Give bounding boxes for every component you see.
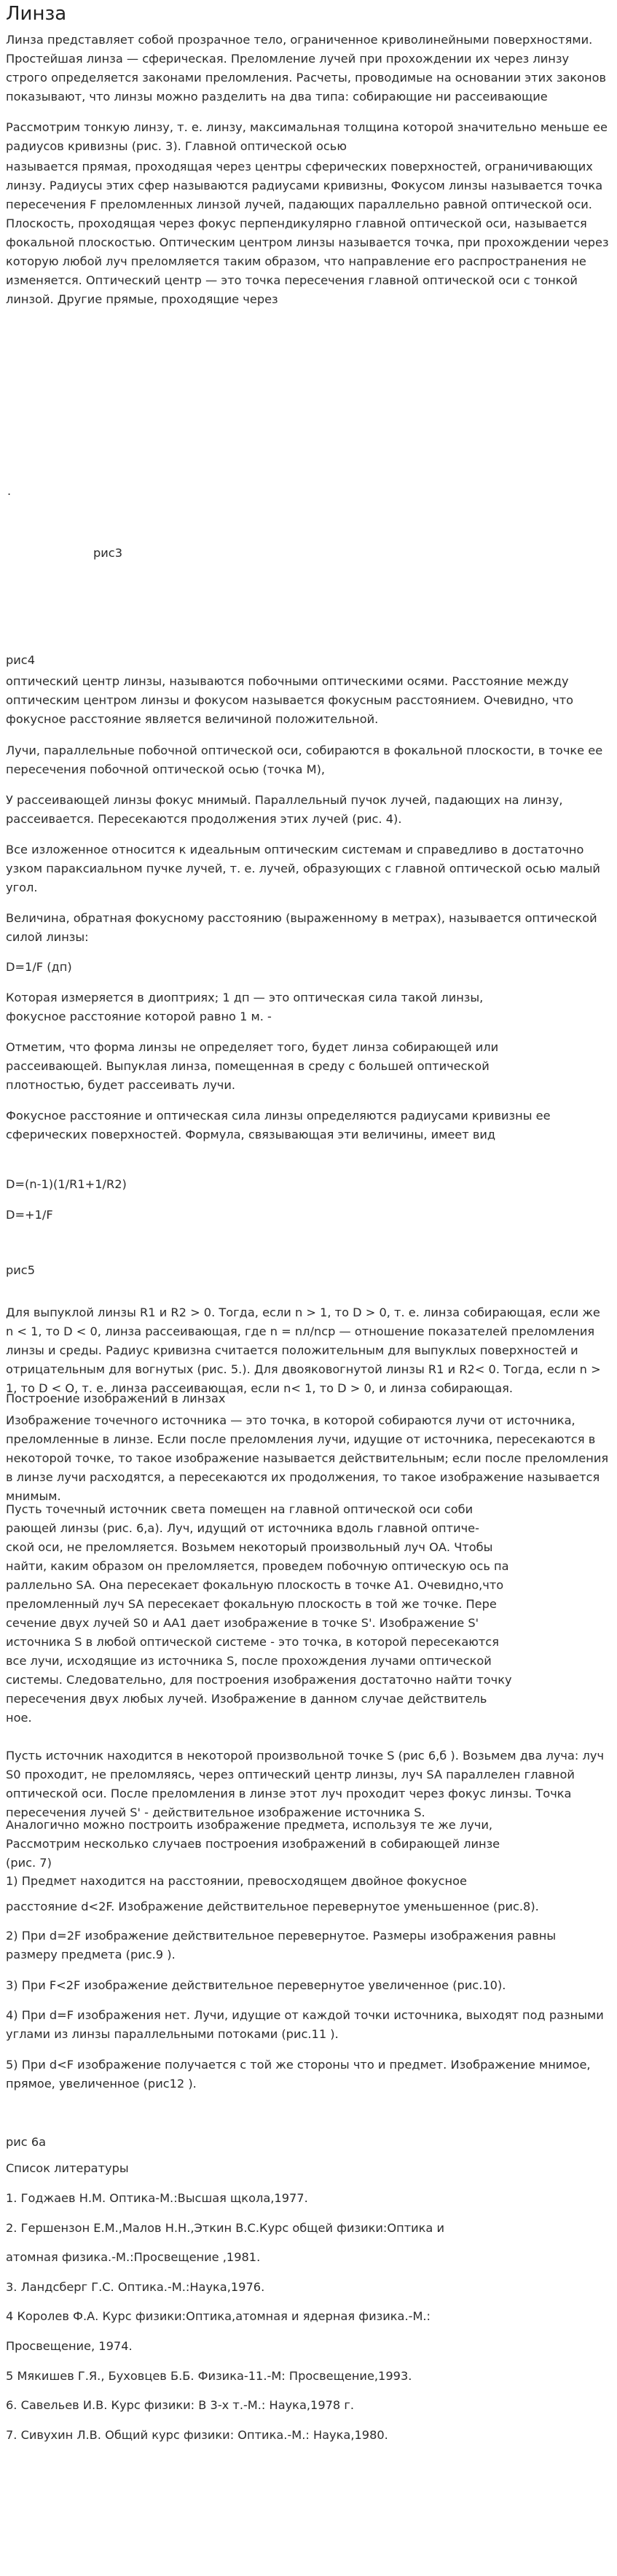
paragraph-point-image: Изображение точечного источника — это точка, в которой собираются лучи от источника, преломленные в линзе. Если после преломления лучи, идущие от источника, пересекаются в некоторой точке, то такое изображение называется действительным; если после преломления в линзе лучи расходятся, а пересекаются их продолжения, то такое изображение называется мнимым. xyxy=(6,1413,609,1503)
paragraph-paraxial: Все изложенное относится к идеальным оптическим системам и справедливо в достаточно узком параксиальном пучке лучей, т. е. лучей, образующих с главной оптической осью малый угол. xyxy=(6,843,600,894)
stray-dot: . xyxy=(7,484,12,498)
reference-item-2-cont: атомная физика.-М.:Просвещение ,1981. xyxy=(6,2250,261,2264)
page-title: Линза xyxy=(6,3,67,25)
figure-caption-4: рис4 xyxy=(6,653,35,667)
reference-item-6: 6. Савельев И.В. Курс физики: В 3-х т.-М.: Наука,1978 г. xyxy=(6,2398,355,2412)
list-item-case-4: 4) При d=F изображения нет. Лучи, идущие от каждой точки источника, выходят под разными углами из линзы параллельными потоками (рис.11 ). xyxy=(6,2008,604,2041)
paragraph-thin-lens: Рассмотрим тонкую линзу, т. е. линзу, максимальная толщина которой значительно меньше ее радиусов кривизны (рис. 3). Главной оптической осью xyxy=(6,120,608,153)
paragraph-point-source-axis: Пусть точечный источник света помещен на главной оптической оси соби рающей линзы (рис. 6,а). Луч, идущий от источника вдоль главной оптиче- ской оси, не преломляется. Возьмем некоторый произвольный луч ОА. Чтобы найти, каким образом он преломляется, проведем побочную оптическую ось па раллельно SA. Она пересекает фокальную плоскость в точке А1. Очевидно,что преломленный луч SA пересекает фокальную плоскость в той же точке. Пере сечение двух лучей S0 и АА1 дает изображение в точке S'. Изображение S' источника S в любой оптической системе - это точка, в которой пересекаются все лучи, исходящие из источника S, после прохождения лучами оптической системы. Следовательно, для построения изображения достаточно найти точку пересечения двух любых лучей. Изображение в данном случае действитель ное. xyxy=(6,1502,512,1725)
references-heading: Список литературы xyxy=(6,2161,129,2175)
paragraph-parallel-rays: Лучи, параллельные побочной оптической оси, собираются в фокальной плоскости, в точке ее пересечения побочной оптической осью (точка М), xyxy=(6,743,603,776)
paragraph-intro: Линза представляет собой прозрачное тело, ограниченное криволинейными поверхностями. Простейшая линза — сферическая. Преломление лучей при прохождении их через линзу строго определяется законами преломления. Расчеты, проводимые на основании этих законов показывают, что линзы можно разделить на два типа: собирающие ни рассеивающие xyxy=(6,33,607,104)
paragraph-object-construction: Аналогично можно построить изображение предмета, используя те же лучи, Рассмотрим несколько случаев построения изображений в собирающей линзе (рис. 7) xyxy=(6,1818,500,1870)
paragraph-optical-power: Величина, обратная фокусному расстоянию (выраженному в метрах), называется оптической силой линзы: xyxy=(6,911,597,944)
formula-lensmaker: D=(n-1)(1/R1+1/R2) xyxy=(6,1177,127,1191)
list-item-case-2: 2) При d=2F изображение действительное перевернутое. Размеры изображения равны размеру предмета (рис.9 ). xyxy=(6,1929,557,1962)
paragraph-definitions: называется прямая, проходящая через центры сферических поверхностей, ограничивающих линзу. Радиусы этих сфер называются радиусами кривизны, Фокусом линзы называется точка пересечения F преломленных линзой лучей, падающих параллельно равной оптической оси. Плоскость, проходящая через фокус перпендикулярно главной оптической оси, называется фокальной плоскостью. Оптическим центром линзы называется точка, при прохождении через которую любой луч преломляется таким образом, что направление его распространения не изменяется. Оптический центр — это точка пересечения главной оптической оси с тонкой линзой. Другие прямые, проходящие через xyxy=(6,160,609,306)
paragraph-optical-center: оптический центр линзы, называются побочными оптическими осями. Расстояние между оптическим центром линзы и фокусом называется фокусным расстоянием. Очевидно, что фокусное расстояние является величиной положительной. xyxy=(6,674,574,726)
figure-caption-3: рис3 xyxy=(93,546,122,560)
reference-item-4: 4 Королев Ф.А. Курс физики:Оптика,атомная и ядерная физика.-М.: xyxy=(6,2309,431,2323)
list-item-case-1-cont: расстояние d<2F. Изображение действительное перевернутое уменьшенное (рис.8). xyxy=(6,1900,539,1913)
figure-caption-5: рис5 xyxy=(6,1263,35,1277)
reference-item-2: 2. Гершензон Е.М.,Малов Н.Н.,Эткин В.С.Курс общей физики:Оптика и xyxy=(6,2221,445,2235)
formula-inverse-focal: D=+1/F xyxy=(6,1208,53,1222)
section-heading-image-building: Построение изображений в линзах xyxy=(6,1392,226,1405)
paragraph-diverging-lens: У рассеивающей линзы фокус мнимый. Параллельный пучок лучей, падающих на линзу, рассеивается. Пересекаются продолжения этих лучей (рис. 4). xyxy=(6,793,563,826)
list-item-case-3: 3) При F<2F изображение действительное перевернутое увеличенное (рис.10). xyxy=(6,1978,506,1992)
paragraph-curvature: Фокусное расстояние и оптическая сила линзы определяются радиусами кривизны ее сферических поверхностей. Формула, связывающая эти величины, имеет вид xyxy=(6,1109,551,1141)
reference-item-5: 5 Мякишев Г.Я., Буховцев Б.Б. Физика-11.-М: Просвещение,1993. xyxy=(6,2369,412,2383)
paragraph-convex-lens: Для выпуклой линзы R1 и R2 > 0. Тогда, если n > 1, то D > 0, т. е. линза собирающая, если же n < 1, то D < 0, линза рассеивающая, где n = nл/ncp — отношение показателей преломления линзы и среды. Радиус кривизна считается положительным для выпуклых поверхностей и отрицательным для вогнутых (рис. 5.). Для двояковогнутой линзы R1 и R2< 0. Тогда, если n > 1, то D < О, т. е. линза рассеивающая, если n< 1, то D > 0, и линза собирающая. xyxy=(6,1305,601,1395)
formula-optical-power: D=1/F (дп) xyxy=(6,960,72,974)
paragraph-diopter: Которая измеряется в диоптриях; 1 дп — это оптическая сила такой линзы, фокусное расстояние которой равно 1 м. - xyxy=(6,991,484,1023)
reference-item-4-cont: Просвещение, 1974. xyxy=(6,2339,133,2353)
paragraph-lens-shape: Отметим, что форма линзы не определяет того, будет линза собирающей или рассеивающей. Выпуклая линза, помещенная в среду с большей оптической плотностью, будет рассеивать лучи. xyxy=(6,1040,499,1092)
reference-item-3: 3. Ландсберг Г.С. Оптика.-М.:Наука,1976. xyxy=(6,2280,265,2294)
reference-item-1: 1. Годжаев Н.М. Оптика-М.:Высшая щкола,1977. xyxy=(6,2191,308,2205)
paragraph-arbitrary-point: Пусть источник находится в некоторой произвольной точке S (рис 6,б ). Возьмем два луча: луч S0 проходит, не преломляясь, через оптический центр линзы, луч SA параллелен главной оптической оси. После преломления в линзе этот луч проходит через фокус линзы. Точка пересечения лучей S' - действительное изображение источника S. xyxy=(6,1749,605,1819)
figure-caption-6a: рис 6а xyxy=(6,2135,47,2149)
reference-item-7: 7. Сивухин Л.В. Общий курс физики: Оптика.-М.: Наука,1980. xyxy=(6,2428,388,2442)
list-item-case-5: 5) При d<F изображение получается с той же стороны что и предмет. Изображение мнимое, прямое, увеличенное (рис12 ). xyxy=(6,2058,591,2091)
list-item-case-1: 1) Предмет находится на расстоянии, превосходящем двойное фокусное xyxy=(6,1874,467,1888)
